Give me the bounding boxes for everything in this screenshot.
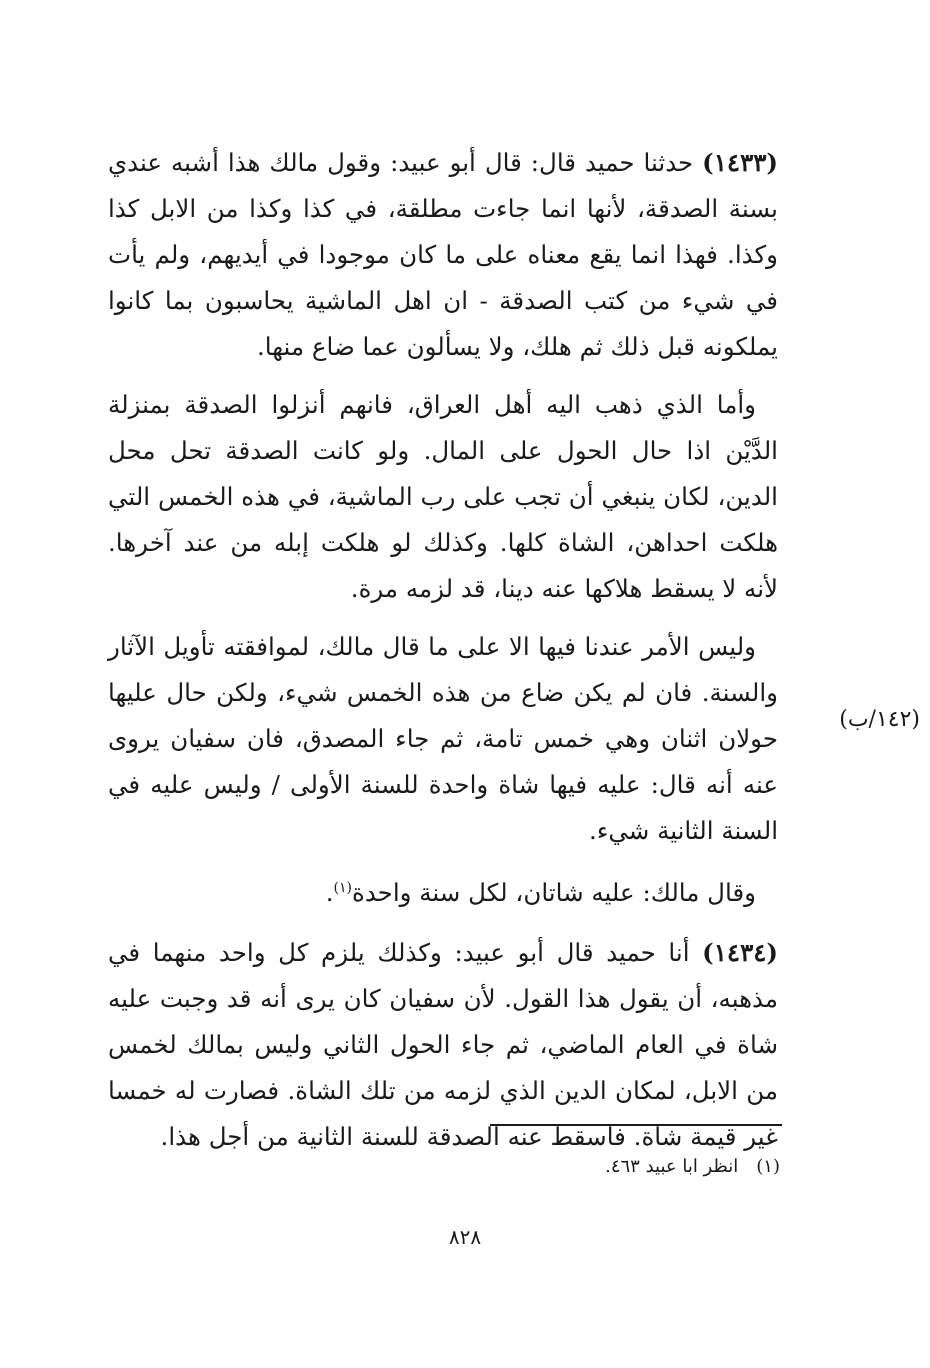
footnote-marker: (١) [756, 1156, 780, 1177]
paragraph-number: (١٤٣٤) [702, 938, 778, 967]
paragraph-text: أنا حميد قال أبو عبيد: وكذلك يلزم كل واحد منهما في مذهبه، أن يقول هذا القول. لأن سفيان كان يرى أنه قد وجبت عليه شاة في العام الماضي، ثم جاء الحول الثاني وليس بمالك لخمس من الابل، لمكان الدين الذي لزمه من تلك الشاة. فصارت له خمسا غير قيمة شاة. فاسقط عنه الصدقة للسنة الثانية من أجل هذا. [108, 938, 778, 1151]
main-text [108, 140, 778, 1160]
footnote-reference: (١) [333, 879, 352, 896]
paragraph-malik [108, 870, 778, 916]
paragraph-text: وقال مالك: عليه شاتان، لكل سنة واحدة [351, 878, 756, 907]
footnote-text: انظر ابا عبيد ٤٦٣. [605, 1156, 739, 1177]
paragraph-laysa: وليس الأمر عندنا فيها الا على ما قال مالك، لموافقته تأويل الآثار والسنة. فان لم يكن ضاع من هذه الخمس شيء، ولكن حال عليها حولان اثنان وهي خمس تامة، ثم جاء المصدق، فان سفيان يروى عنه أنه قال: عليه فيها شاة واحدة للسنة الأولى / وليس عليه في السنة الثانية شيء. [108, 632, 778, 845]
paragraph-end: . [325, 878, 334, 907]
paragraph-1433 [108, 140, 778, 370]
footnote [400, 1152, 780, 1182]
page-number: ٨٢٨ [448, 1225, 482, 1249]
paragraph-number: (١٤٣٣) [702, 148, 778, 177]
paragraph-text: حدثنا حميد قال: قال أبو عبيد: وقول مالك هذا أشبه عندي بسنة الصدقة، لأنها انما جاءت مطلقة، في كذا وكذا من الابل كذا وكذا. فهذا انما يقع معناه على ما كان موجودا في أيديهم، ولم يأت في شيء من كتب الصدقة - ان اهل الماشية يحاسبون بما كانوا يملكونه قبل ذلك ثم هلك، ولا يسألون عما ضاع منها. [108, 148, 778, 361]
paragraph-iraq: وأما الذي ذهب اليه أهل العراق، فانهم أنزلوا الصدقة بمنزلة الدَّيْن اذا حال الحول على المال. ولو كانت الصدقة تحل محل الدين، لكان ينبغي أن تجب على رب الماشية، في هذه الخمس التي هلكت احداهن، الشاة كلها. وكذلك لو هلكت إبله من عند آخرها. لأنه لا يسقط هلاكها عنه دينا، قد لزمه مرة. [108, 390, 778, 603]
manuscript-folio-note: (١٤٢/ب) [839, 707, 920, 732]
footnote-divider [490, 1124, 782, 1126]
